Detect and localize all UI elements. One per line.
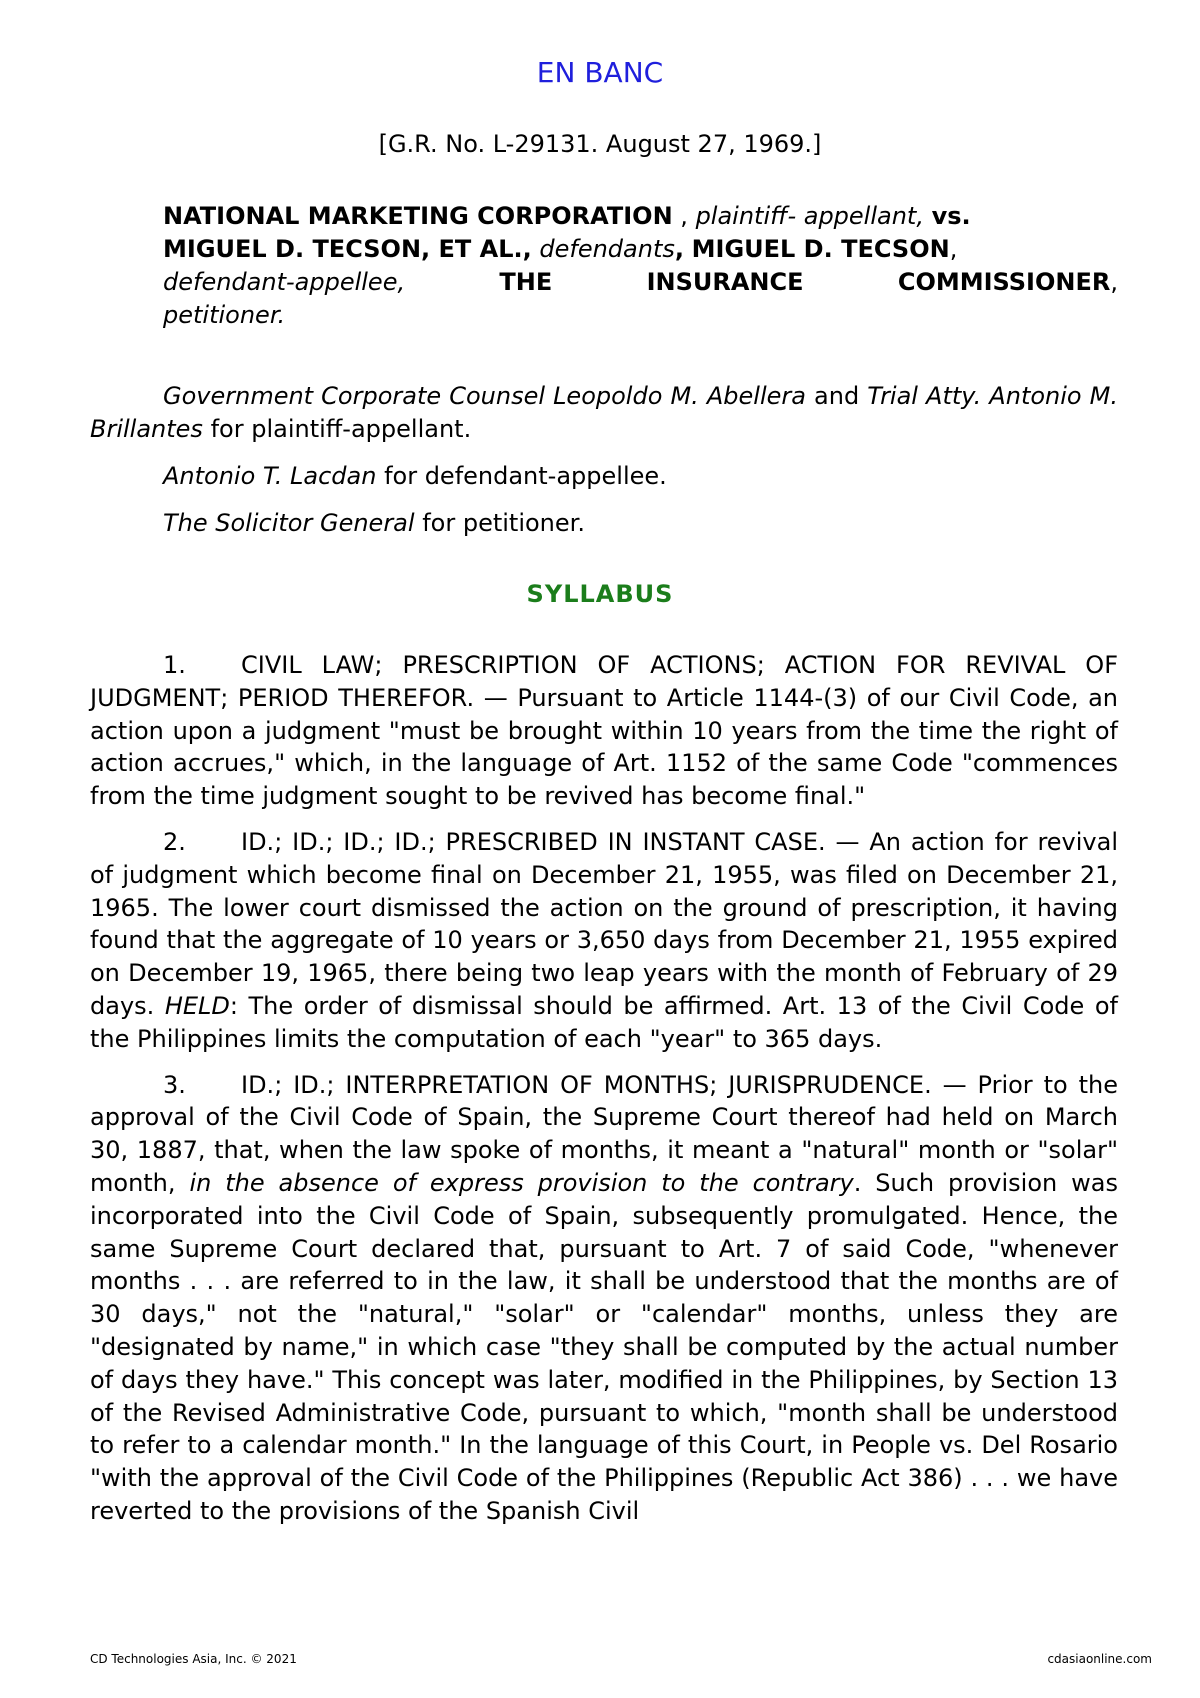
counsel-petitioner xyxy=(90,507,1118,540)
counsel-plaintiff-for: for plaintiff-appellant. xyxy=(210,415,472,443)
petitioner-commissioner: COMMISSIONER xyxy=(897,268,1111,296)
case-parties: NATIONAL MARKETING CORPORATION , plaintiff- appellant, vs. MIGUEL D. TECSON, ET AL., defendants, MIGUEL D. TECSON, defendant-appellee, THE INSURANCE COMMISSIONER, petitioner. xyxy=(163,202,1118,329)
syllabus-item-2 xyxy=(90,826,1118,1056)
plaintiff-role: plaintiff- appellant, xyxy=(695,202,924,230)
counsel-defendant xyxy=(90,460,1118,493)
appellee-name: MIGUEL D. TECSON xyxy=(691,235,950,263)
syllabus-body xyxy=(90,649,1118,1541)
petitioner-the: THE xyxy=(499,268,553,296)
counsel-section xyxy=(90,380,1118,554)
counsel-plaintiff xyxy=(90,380,1118,446)
syllabus-item-number: 1. xyxy=(163,651,186,679)
defendants-name: MIGUEL D. TECSON, ET AL., xyxy=(163,235,532,263)
case-number: [G.R. No. L-29131. August 27, 1969.] xyxy=(378,130,822,158)
versus-label: vs. xyxy=(931,202,971,230)
syllabus-item-3 xyxy=(90,1069,1118,1528)
footer-website: cdasiaonline.com xyxy=(1047,1652,1152,1666)
counsel-petitioner-for: for petitioner. xyxy=(422,509,585,537)
syllabus-item-text: ID.; ID.; ID.; ID.; PRESCRIBED IN INSTANT CASE. — An action for revival of judgment which become final on December 21, 1955, was filed on December 21, 1965. The lower court dismissed the action on the ground of prescription, it having found that the aggregate of 10 years or 3,650 days from December 21, 1955 expired on December 19, 1965, there being two leap years with the month of February of 29 days. xyxy=(90,827,1118,1020)
counsel-petitioner-name: The Solicitor General xyxy=(163,509,415,537)
syllabus-item-number: 3. xyxy=(163,1070,186,1099)
syllabus-heading: SYLLABUS xyxy=(526,580,674,608)
held-label: HELD xyxy=(164,991,230,1020)
syllabus-item-text: CIVIL LAW; PRESCRIPTION OF ACTIONS; ACTION FOR REVIVAL OF JUDGMENT; PERIOD THEREFOR. — Pursuant to Article 1144-(3) of our Civil Code, an action upon a judgment "must be brought within 10 years from the time the right of action accrues," which, in the language of Art. 1152 of the same Code "commences from the time judgment sought to be revived has become final." xyxy=(90,651,1118,811)
counsel-defendant-name: Antonio T. Lacdan xyxy=(163,462,377,490)
petitioner-role: petitioner. xyxy=(163,301,286,329)
counsel-defendant-for: for defendant-appellee. xyxy=(384,462,667,490)
petitioner-line: defendant-appellee, THE INSURANCE COMMISSIONER, xyxy=(163,266,1118,299)
court-division-heading: EN BANC xyxy=(536,56,664,89)
counsel-and: and xyxy=(814,382,860,410)
syllabus-item-emphasis: in the absence of express provision to the contrary xyxy=(189,1168,854,1197)
petitioner-insurance: INSURANCE xyxy=(646,268,804,296)
syllabus-item-number: 2. xyxy=(163,827,186,856)
counsel-plaintiff-name-2: Trial Atty. Antonio M. Brillantes xyxy=(90,382,1118,443)
footer-copyright: CD Technologies Asia, Inc. © 2021 xyxy=(90,1652,297,1666)
defendants-role: defendants xyxy=(539,235,675,263)
counsel-plaintiff-name-1: Government Corporate Counsel Leopoldo M. Abellera xyxy=(163,382,806,410)
plaintiff-name: NATIONAL MARKETING CORPORATION xyxy=(163,202,673,230)
syllabus-item-text: . Such provision was incorporated into the Civil Code of Spain, subsequently promulgated. Hence, the same Supreme Court declared that, pursuant to Art. 7 of said Code, "whenever months . . . are referred to in the law, it shall be understood that the months are of 30 days," not the "natural," "solar" or "calendar" months, unless they are "designated by name," in which case "they shall be computed by the actual number of days they have." This concept was later, modified in the Philippines, by Section 13 of the Revised Administrative Code, pursuant to which, "month shall be understood to refer to a calendar month." In the language of this Court, in People vs. Del Rosario "with the approval of the Civil Code of the Philippines (Republic Act 386) . . . we have reverted to the provisions of the Spanish Civil xyxy=(90,1168,1118,1525)
appellee-role: defendant-appellee, xyxy=(163,268,406,296)
syllabus-item-1 xyxy=(90,649,1118,813)
syllabus-item-text: ID.; ID.; INTERPRETATION OF MONTHS; JURISPRUDENCE. — Prior to the approval of the Civil Code of Spain, the Supreme Court thereof had held on March 30, 1887, that, when the law spoke of months, it meant a "natural" month or "solar" month, xyxy=(90,1070,1118,1197)
syllabus-item-text: : The order of dismissal should be affirmed. Art. 13 of the Civil Code of the Philippines limits the computation of each "year" to 365 days. xyxy=(90,991,1118,1053)
